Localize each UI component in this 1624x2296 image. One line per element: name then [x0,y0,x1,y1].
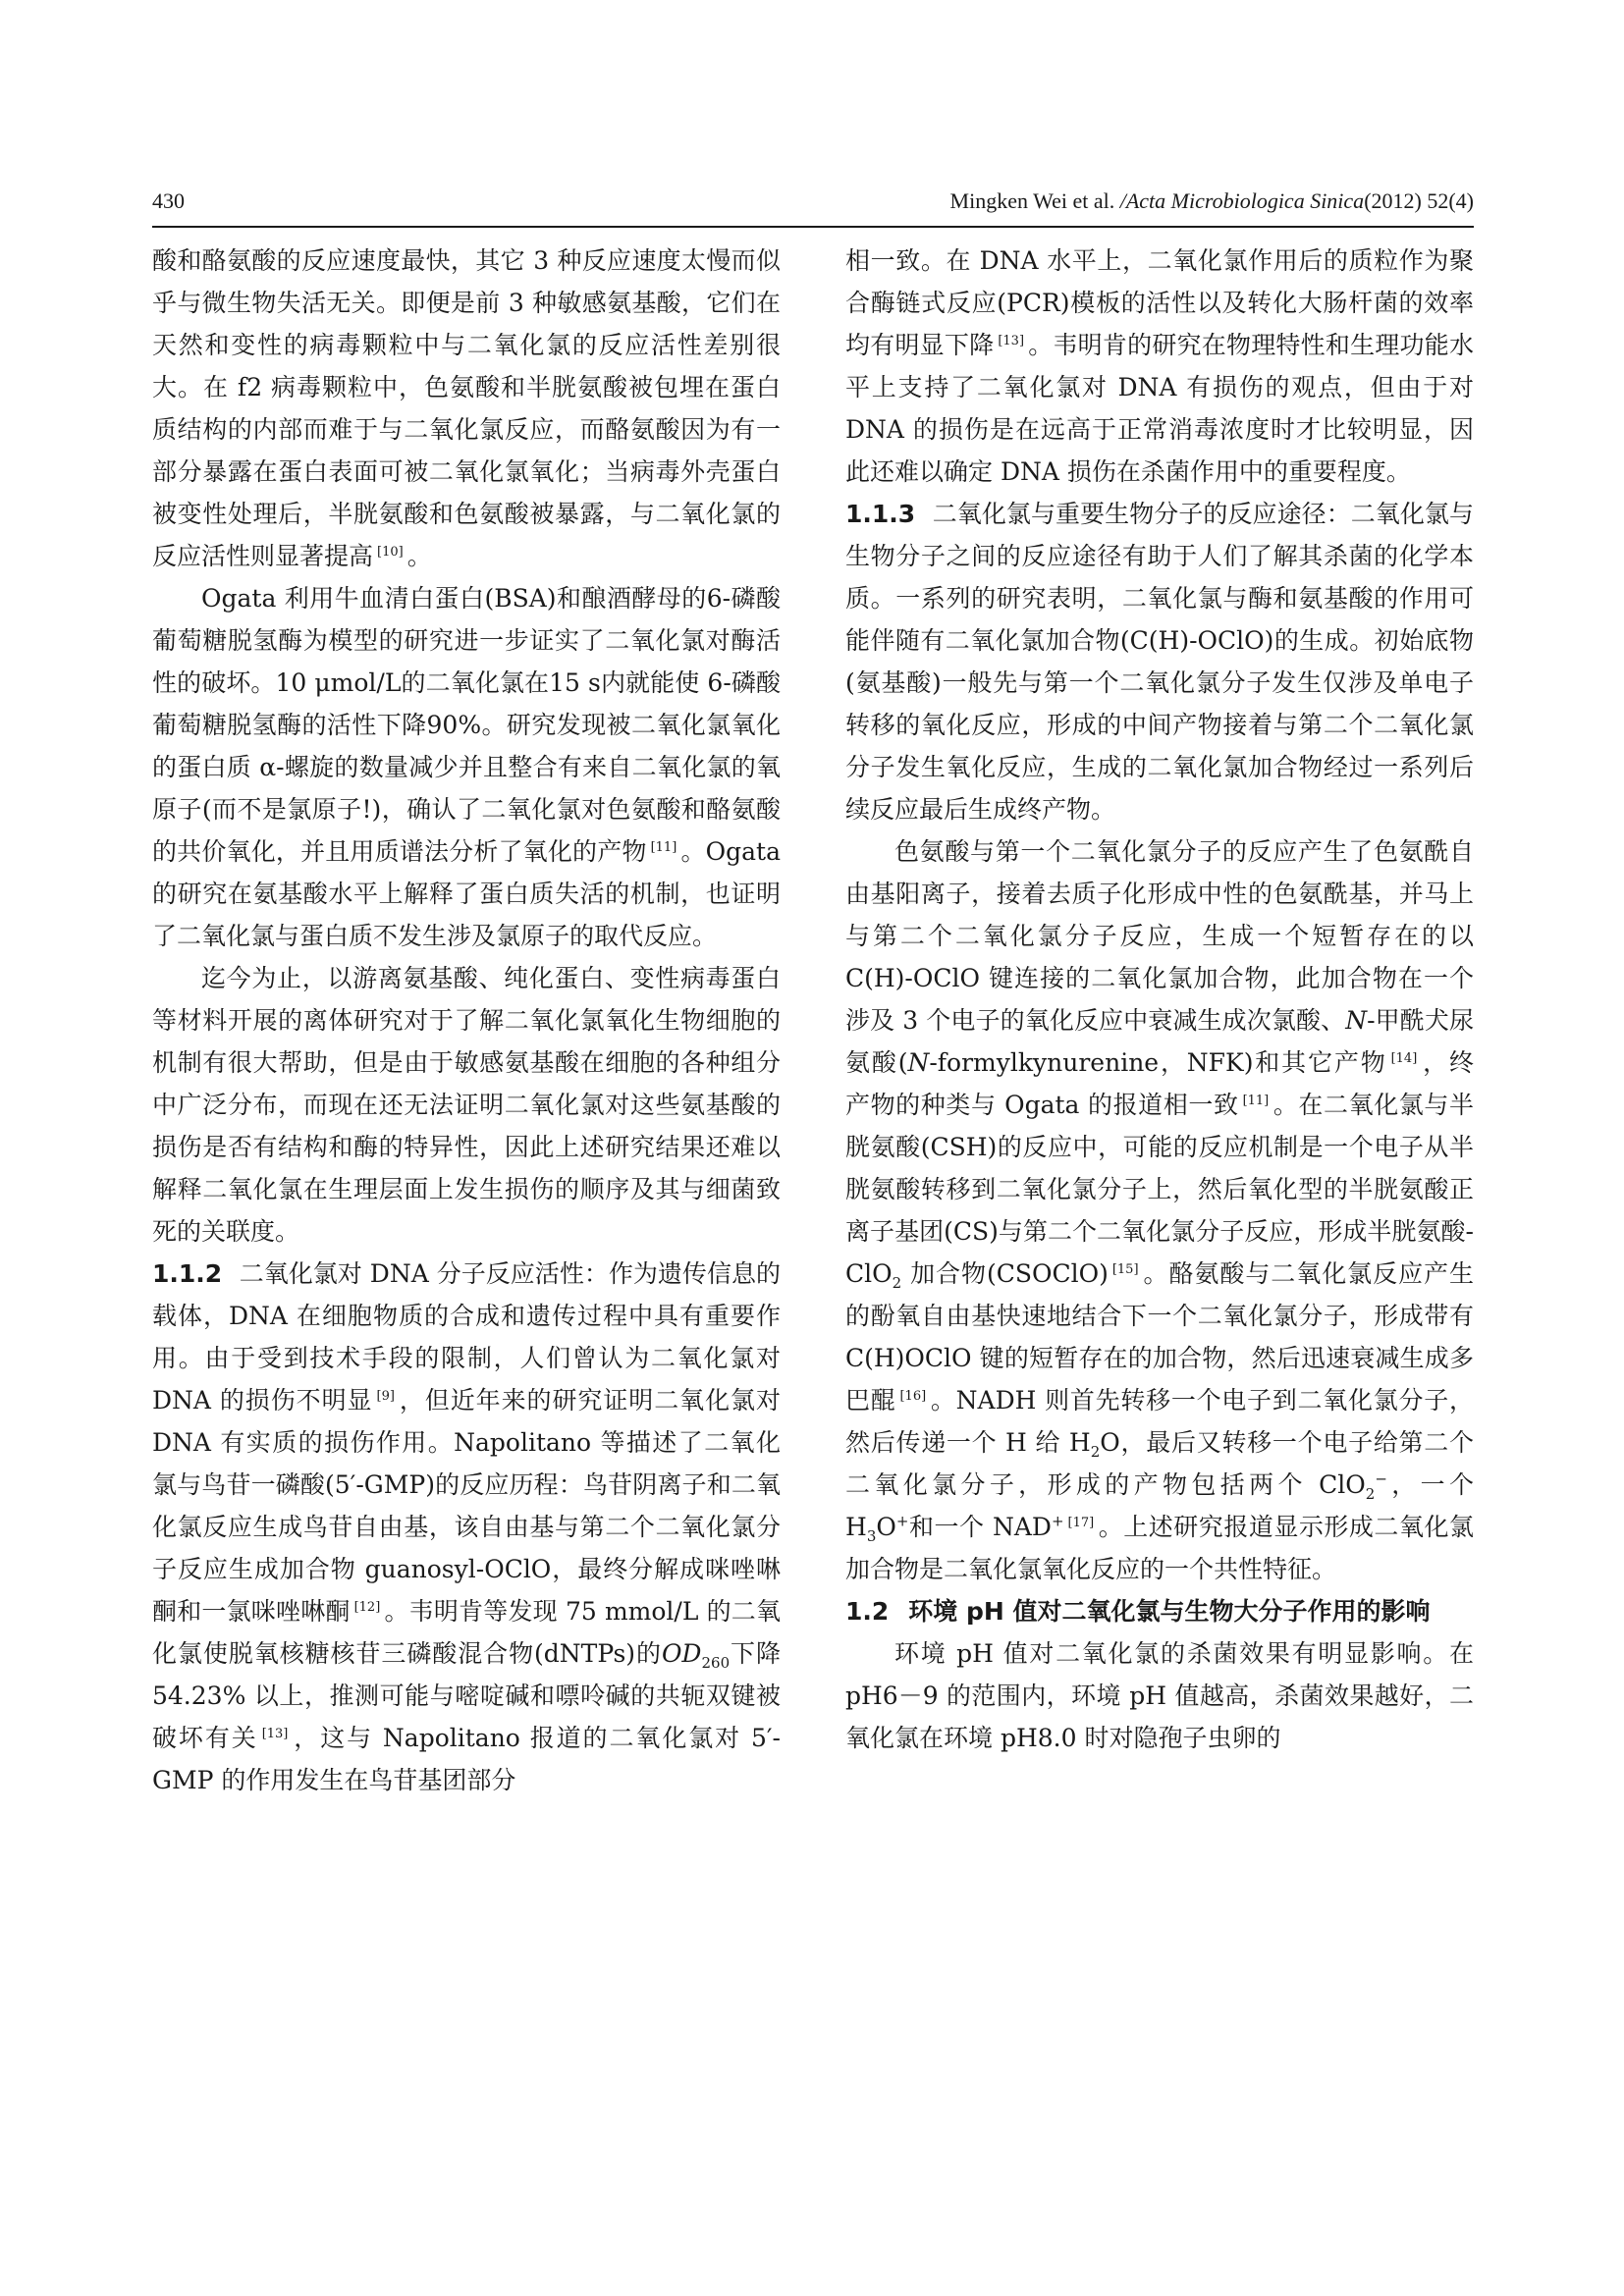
citation: [12] [353,1599,381,1615]
subscript: 2 [1365,1485,1376,1503]
italic-n: N [1345,1006,1368,1035]
citation: [14] [1390,1050,1418,1066]
text-run: 。 [406,542,432,570]
text-run: ，这与 Napolitano 报道的二氧化氯对 5′-GMP 的作用发生在鸟苷基团部分 [152,1724,781,1794]
right-column [845,240,1474,1759]
citation: [16] [899,1388,927,1404]
header-rule [152,226,1474,228]
text-run: 。韦明肯的研究在物理特性和生理功能水平上支持了二氧化氯对 DNA 有损伤的观点，但由于对 DNA 的损伤是在远高于正常消毒浓度时才比较明显，因此还难以确定 DNA 损伤在杀菌作用中的重要程度。 [845,331,1474,486]
text-run: O，最后又转移一个电子给第二个二氧化氯分子，形成的产物包括两个 ClO [845,1428,1475,1499]
text-run: -甲酰犬尿氨酸( [845,1006,1474,1077]
running-head-volume: (2012) 52(4) [1364,188,1474,213]
citation: [10] [377,544,404,560]
od-subscript: 260 [701,1654,731,1672]
paragraph [845,1632,1474,1759]
text-run: 。韦明肯等发现 75 mmol/L 的二氧化氯使脱氧核糖核苷三磷酸混合物(dNTPs)的 [152,1597,781,1668]
text-run: 二氧化氯与重要生物分子的反应途径：二氧化氯与生物分子之间的反应途径有助于人们了解其杀菌的化学本质。一系列的研究表明，二氧化氯与酶和氨基酸的作用可能伴随有二氧化氯加合物(C(H)-OClO)的生成。初始底物(氨基酸)一般先与第一个二氧化氯分子发生仅涉及单电子转移的氧化反应，形成的中间产物接着与第二个二氧化氯分子发生氧化反应，生成的二氧化氯加合物经过一系列后续反应最后生成终产物。 [845,500,1474,824]
text-run: 色氨酸与第一个二氧化氯分子的反应产生了色氨酰自由基阳离子，接着去质子化形成中性的色氨酰基，并马上与第二个二氧化氯分子反应，生成一个短暂存在的以 C(H)-OClO 键连接的二氧化氯加合物，此加合物在一个涉及 3 个电子的氧化反应中衰减生成次氯酸、 [845,837,1474,1035]
running-head-authors: Mingken Wei et al. [949,188,1115,213]
citation: [13] [261,1726,289,1741]
text-run: 迄今为止，以游离氨基酸、纯化蛋白、变性病毒蛋白等材料开展的离体研究对于了解二氧化氯氧化生物细胞的机制有很大帮助，但是由于敏感氨基酸在细胞的各种组分中广泛分布，而现在还无法证明二氧化氯对这些氨基酸的损伤是否有结构和酶的特异性，因此上述研究结果还难以解释二氧化氯在生理层面上发生损伤的顺序及其与细菌致死的关联度。 [152,964,781,1246]
text-run: 相一致。在 DNA 水平上，二氧化氯作用后的质粒作为聚合酶链式反应(PCR)模板的活性以及转化大肠杆菌的效率均有明显下降 [845,246,1474,359]
text-run: 加合物(CSOClO) [901,1259,1109,1288]
paragraph [152,240,781,577]
text-run: 酸和酪氨酸的反应速度最快，其它 3 种反应速度太慢而似乎与微生物失活无关。即便是前 3 种敏感氨基酸，它们在天然和变性的病毒颗粒中与二氧化氯的反应活性差别很大。在 f2 病毒颗粒中，色氨酸和半胱氨酸被包埋在蛋白质结构的内部而难于与二氧化氯反应，而酪氨酸因为有一部分暴露在蛋白表面可被二氧化氯氧化；当病毒外壳蛋白被变性处理后，半胱氨酸和色氨酸被暴露，与二氧化氯的反应活性则显著提高 [152,246,781,570]
od-symbol: OD [661,1639,702,1668]
section-1-1-2 [152,1253,781,1801]
subscript: 3 [866,1527,877,1545]
subscript: 2 [892,1274,902,1292]
running-head-journal: /Acta Microbiologica Sinica [1119,188,1365,213]
text-run: 和一个 NAD [908,1513,1052,1541]
italic-n: N [907,1048,930,1077]
superscript: + [895,1512,909,1530]
text-run: 下降 54.23% 以上，推测可能与嘧啶碱和嘌呤碱的共轭双键被破坏有关 [152,1639,781,1752]
paragraph [152,577,781,957]
paragraph [845,240,1474,493]
running-head [950,188,1474,214]
superscript: − [1375,1469,1387,1488]
text-run: 。在二氧化氯与半胱氨酸(CSH)的反应中，可能的反应机制是一个电子从半胱氨酸转移到二氧化氯分子上，然后氧化型的半胱氨酸正离子基团(CS)与第二个二氧化氯分子反应，形成半胱氨酸-ClO [845,1091,1474,1288]
text-run: 。NADH 则首先转移一个电子到二氧化氯分子，然后传递一个 H 给 H [845,1386,1474,1457]
text-run: -formylkynurenine，NFK)和其它产物 [929,1048,1387,1077]
text-run: 环境 pH 值对二氧化氯的杀菌效果有明显影响。在 pH6－9 的范围内，环境 pH 值越高，杀菌效果越好，二氧化氯在环境 pH8.0 时对隐孢子虫卵的 [845,1639,1474,1752]
citation: [17] [1067,1515,1095,1530]
text-run: 。Ogata 的研究在氨基酸水平上解释了蛋白质失活的机制，也证明了二氧化氯与蛋白质不发生涉及氯原子的取代反应。 [152,837,781,950]
citation: [13] [998,333,1025,348]
text-run: ，但近年来的研究证明二氧化氯对 DNA 有实质的损伤作用。Napolitano 等描述了二氧化氯与鸟苷一磷酸(5′-GMP)的反应历程：鸟苷阴离子和二氧化氯反应生成鸟苷自由基，该自由基与第二个二氧化氯分子反应生成加合物 guanosyl-OClO，最终分解成咪唑啉酮和一氯咪唑啉酮 [152,1386,781,1626]
text-run: ，终产物的种类与 Ogata 的报道相一致 [845,1048,1474,1119]
citation: [9] [376,1388,395,1404]
section-number: 1.1.3 [845,500,916,528]
text-run: O [876,1513,896,1541]
section-1-1-3 [845,493,1474,830]
page-number: 430 [152,188,185,213]
section-number: 1.1.2 [152,1259,223,1288]
text-run: ，一个 H [845,1470,1474,1541]
citation: [11] [1242,1093,1270,1108]
section-1-2-heading [845,1590,1474,1632]
paragraph [152,957,781,1253]
page-header [152,185,1474,220]
text-run: 。上述研究报道显示形成二氧化氯加合物是二氧化氯氧化反应的一个共性特征。 [845,1513,1474,1583]
subscript: 2 [1090,1443,1101,1461]
text-run: 。酪氨酸与二氧化氯反应产生的酚氧自由基快速地结合下一个二氧化氯分子，形成带有 C(H)OClO 键的短暂存在的加合物，然后迅速衰减生成多巴醌 [845,1259,1474,1415]
section-title: 环境 pH 值对二氧化氯与生物大分子作用的影响 [908,1597,1431,1626]
citation: [15] [1111,1261,1139,1277]
paragraph [845,830,1474,1590]
superscript: + [1051,1512,1064,1530]
section-number: 1.2 [845,1597,890,1626]
text-run: 二氧化氯对 DNA 分子反应活性：作为遗传信息的载体，DNA 在细胞物质的合成和遗传过程中具有重要作用。由于受到技术手段的限制，人们曾认为二氧化氯对 DNA 的损伤不明显 [152,1259,781,1415]
left-column [152,240,781,1801]
text-run: Ogata 利用牛血清白蛋白(BSA)和酿酒酵母的6-磷酸葡萄糖脱氢酶为模型的研究进一步证实了二氧化氯对酶活性的破坏。10 μmol/L的二氧化氯在15 s内就能使 6-磷酸葡萄糖脱氢酶的活性下降90%。研究发现被二氧化氯氧化的蛋白质 α-螺旋的数量减少并且整合有来自二氧化氯的氧原子(而不是氯原子!)，确认了二氧化氯对色氨酸和酪氨酸的共价氧化，并且用质谱法分析了氧化的产物 [152,584,781,866]
citation: [11] [650,839,677,855]
